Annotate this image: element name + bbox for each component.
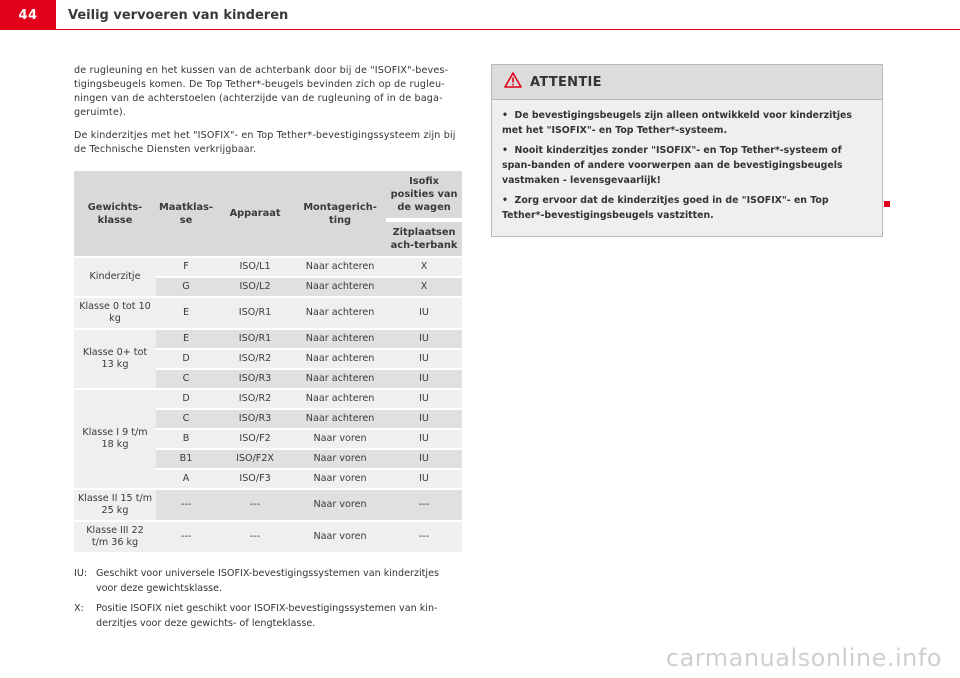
- cell-size-class: G: [156, 278, 216, 298]
- main-column: [74, 64, 462, 636]
- cell-device: ---: [216, 490, 294, 522]
- table-row: [74, 522, 462, 554]
- header-divider: [56, 29, 960, 30]
- end-of-section-marker: [884, 201, 890, 207]
- note-iu: [74, 566, 462, 596]
- cell-device: ISO/R3: [216, 410, 294, 430]
- cell-size-class: ---: [156, 490, 216, 522]
- cell-rear-seat: IU: [386, 370, 462, 390]
- cell-size-class: C: [156, 410, 216, 430]
- table-body: [74, 258, 462, 554]
- header-rear-seats: Zitplaatsen ach-terbank: [386, 220, 462, 258]
- page-title: Veilig vervoeren van kinderen: [68, 8, 289, 23]
- warning-box: [491, 64, 883, 237]
- cell-rear-seat: ---: [386, 490, 462, 522]
- cell-weight-class: Klasse II 15 t/m 25 kg: [74, 490, 156, 522]
- cell-size-class: E: [156, 330, 216, 350]
- cell-weight-class: Klasse 0 tot 10 kg: [74, 298, 156, 330]
- note-key: IU:: [74, 568, 88, 579]
- table-row: [74, 390, 462, 410]
- header-isofix-positions: Isofix posities van de wagen: [386, 171, 462, 220]
- cell-weight-class: Kinderzitje: [74, 258, 156, 298]
- watermark: carmanualsonline.info: [665, 644, 942, 672]
- cell-rear-seat: IU: [386, 390, 462, 410]
- cell-weight-class: Klasse 0+ tot 13 kg: [74, 330, 156, 390]
- warning-header: [492, 65, 882, 100]
- header-device: Apparaat: [216, 171, 294, 258]
- cell-rear-seat: IU: [386, 430, 462, 450]
- table-row: [74, 490, 462, 522]
- note-text: Positie ISOFIX niet geschikt voor ISOFIX-bevestigingssystemen van kin-derzitjes voor deze gewichts- of lengteklasse.: [96, 603, 438, 629]
- header-direction: Montagerich-ting: [294, 171, 386, 258]
- table-row: [74, 258, 462, 278]
- cell-rear-seat: X: [386, 278, 462, 298]
- cell-device: ---: [216, 522, 294, 554]
- cell-rear-seat: X: [386, 258, 462, 278]
- cell-rear-seat: IU: [386, 298, 462, 330]
- cell-direction: Naar achteren: [294, 390, 386, 410]
- header-weight-class: Gewichts-klasse: [74, 171, 156, 258]
- cell-device: ISO/R2: [216, 390, 294, 410]
- cell-direction: Naar voren: [294, 430, 386, 450]
- cell-rear-seat: IU: [386, 410, 462, 430]
- cell-device: ISO/L1: [216, 258, 294, 278]
- cell-size-class: F: [156, 258, 216, 278]
- cell-device: ISO/R3: [216, 370, 294, 390]
- cell-rear-seat: IU: [386, 450, 462, 470]
- cell-direction: Naar voren: [294, 470, 386, 490]
- cell-device: ISO/R1: [216, 298, 294, 330]
- cell-device: ISO/L2: [216, 278, 294, 298]
- note-text: Geschikt voor universele ISOFIX-bevestigingssystemen van kinderzitjes voor deze gewichtsklasse.: [96, 568, 439, 594]
- cell-size-class: D: [156, 350, 216, 370]
- cell-size-class: B1: [156, 450, 216, 470]
- cell-direction: Naar achteren: [294, 330, 386, 350]
- cell-direction: Naar voren: [294, 450, 386, 470]
- cell-rear-seat: IU: [386, 470, 462, 490]
- isofix-table: [74, 171, 462, 554]
- cell-size-class: E: [156, 298, 216, 330]
- header-size-class: Maatklas-se: [156, 171, 216, 258]
- cell-direction: Naar achteren: [294, 258, 386, 278]
- note-key: X:: [74, 603, 84, 614]
- warning-body: [492, 100, 882, 236]
- cell-device: ISO/R1: [216, 330, 294, 350]
- cell-weight-class: Klasse I 9 t/m 18 kg: [74, 390, 156, 490]
- cell-size-class: C: [156, 370, 216, 390]
- cell-device: ISO/F2: [216, 430, 294, 450]
- cell-rear-seat: ---: [386, 522, 462, 554]
- warning-item: • Nooit kinderzitjes zonder "ISOFIX"- en Top Tether*-systeem of span-banden of andere voorwerpen aan de bevestigingsbeugels vastmaken - levensgevaarlijk!: [502, 145, 843, 186]
- cell-direction: Naar achteren: [294, 298, 386, 330]
- cell-direction: Naar achteren: [294, 410, 386, 430]
- table-row: [74, 330, 462, 350]
- cell-direction: Naar voren: [294, 490, 386, 522]
- cell-device: ISO/F3: [216, 470, 294, 490]
- cell-device: ISO/R2: [216, 350, 294, 370]
- intro-paragraph-2: De kinderzitjes met het "ISOFIX"- en Top Tether*-bevestigingssysteem zijn bij de Technische Diensten verkrijgbaar.: [74, 130, 456, 155]
- cell-size-class: B: [156, 430, 216, 450]
- warning-item: • De bevestigingsbeugels zijn alleen ontwikkeld voor kinderzitjes met het "ISOFIX"- en Top Tether*-systeem.: [502, 110, 852, 136]
- table-notes: [74, 566, 462, 631]
- cell-direction: Naar achteren: [294, 350, 386, 370]
- cell-size-class: ---: [156, 522, 216, 554]
- warning-title: ATTENTIE: [530, 74, 602, 90]
- cell-device: ISO/F2X: [216, 450, 294, 470]
- warning-item: • Zorg ervoor dat de kinderzitjes goed in de "ISOFIX"- en Top Tether*-bevestigingsbeugels vastzitten.: [502, 195, 829, 221]
- cell-weight-class: Klasse III 22 t/m 36 kg: [74, 522, 156, 554]
- cell-rear-seat: IU: [386, 330, 462, 350]
- warning-triangle-icon: [504, 72, 522, 92]
- cell-size-class: D: [156, 390, 216, 410]
- cell-direction: Naar achteren: [294, 370, 386, 390]
- note-x: [74, 601, 462, 631]
- page-number: 44: [0, 0, 56, 30]
- cell-direction: Naar voren: [294, 522, 386, 554]
- cell-size-class: A: [156, 470, 216, 490]
- intro-paragraph-1: de rugleuning en het kussen van de achterbank door bij de "ISOFIX"-beves-tigingsbeugels komen. De Top Tether*-beugels bevinden zich op de rugleu-ningen van de achterstoelen (achterzijde van de rugleuning of in de baga-geruimte).: [74, 65, 449, 118]
- table-row: [74, 298, 462, 330]
- cell-direction: Naar achteren: [294, 278, 386, 298]
- cell-rear-seat: IU: [386, 350, 462, 370]
